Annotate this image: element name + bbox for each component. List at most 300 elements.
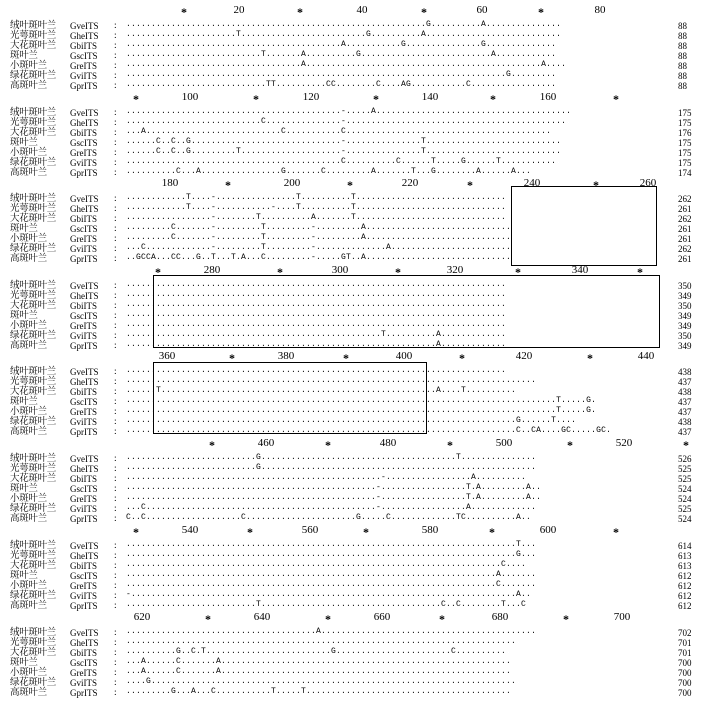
species-its-code: GheITS [70,204,99,214]
sequence-text: .............................................................................. [126,637,517,646]
sequence-text: ......C..C..G..............................-...............T........................... [126,137,562,146]
separator-colon: : [114,474,117,484]
sequence-row [0,601,703,611]
species-chinese-name: 绿花斑叶兰 [10,678,57,688]
sequence-length: 701 [678,648,692,658]
species-its-code: GbiITS [70,41,97,51]
species-its-code: GscITS [70,224,98,234]
ruler-position-label: 320 [446,264,464,276]
species-its-code: GveITS [70,367,99,377]
separator-colon: : [114,678,117,688]
sequence-text: ...........................T.......A..........G..........................A............ [126,50,557,59]
species-its-code: GscITS [70,484,98,494]
separator-colon: : [114,464,117,474]
ruler-position-label: 700 [613,611,631,623]
sequence-text: ..........C...A................G.......C.........A.......T...G........A......A... [126,167,532,176]
species-chinese-name: 小斑叶兰 [10,61,47,71]
sequence-length: 175 [678,138,692,148]
ruler-star: * [593,178,599,192]
sequence-length: 174 [678,168,692,178]
separator-colon: : [114,204,117,214]
species-its-code: GveITS [70,454,99,464]
separator-colon: : [114,214,117,224]
ruler-star: * [489,525,495,539]
sequence-length: 437 [678,397,692,407]
species-chinese-name: 斑叶兰 [10,311,38,321]
separator-colon: : [114,331,117,341]
separator-colon: : [114,427,117,437]
sequence-length: 262 [678,214,692,224]
sequence-length: 88 [678,41,687,51]
sequence-length: 175 [678,118,692,128]
species-chinese-name: 绒叶斑叶兰 [10,21,57,31]
sequence-length: 614 [678,541,692,551]
species-chinese-name: 小斑叶兰 [10,668,47,678]
separator-colon: : [114,504,117,514]
sequence-text: ......C..C..G.........T....................-...............T........................... [126,147,562,156]
species-its-code: GbiITS [70,214,97,224]
ruler-star: * [343,351,349,365]
species-its-code: GveITS [70,21,99,31]
ruler-star: * [613,92,619,106]
separator-colon: : [114,234,117,244]
ruler-position-label: 540 [181,524,199,536]
separator-colon: : [114,244,117,254]
ruler-star: * [181,5,187,19]
species-chinese-name: 光萼斑叶兰 [10,31,57,41]
sequence-length: 350 [678,281,692,291]
species-chinese-name: 小斑叶兰 [10,581,47,591]
species-chinese-name: 大花斑叶兰 [10,41,57,51]
ruler-position-label: 180 [161,177,179,189]
separator-colon: : [114,561,117,571]
sequence-text: ...A......C.......A.......................................................... [126,657,512,666]
separator-colon: : [114,377,117,387]
ruler-position-label: 200 [283,177,301,189]
sequence-text: ............................................................................ [126,290,507,299]
sequence-length: 700 [678,668,692,678]
ruler-star: * [637,265,643,279]
sequence-text: ..........................................................................A....... [126,570,537,579]
species-its-code: GbiITS [70,301,97,311]
species-its-code: GreITS [70,494,97,504]
sequence-text: ...........................C...............-............................................ [126,117,567,126]
ruler-position-label: 120 [302,91,320,103]
species-its-code: GscITS [70,397,98,407]
ruler-position-label: 660 [373,611,391,623]
sequence-length: 88 [678,71,687,81]
ruler-star: * [515,265,521,279]
sequence-text: ..................................................-.................T.A.........A.. [126,493,542,502]
alignment-block [0,611,703,698]
sequence-text: ...C..............................................-.................A............. [126,503,537,512]
species-chinese-name: 斑叶兰 [10,484,38,494]
separator-colon: : [114,21,117,31]
species-its-code: GheITS [70,551,99,561]
separator-colon: : [114,387,117,397]
species-chinese-name: 大花斑叶兰 [10,561,57,571]
species-chinese-name: 高斑叶兰 [10,254,47,264]
species-its-code: GviITS [70,244,97,254]
ruler-position-label: 160 [539,91,557,103]
species-its-code: GreITS [70,234,97,244]
ruler-star: * [347,178,353,192]
sequence-text: ...................................................T..........A............. [126,330,507,339]
species-its-code: GprITS [70,688,98,698]
separator-colon: : [114,454,117,464]
sequence-text: ............................................................G..........A............... [126,20,562,29]
species-its-code: GreITS [70,61,97,71]
sequence-text: ............................................................................ [126,280,507,289]
separator-colon: : [114,591,117,601]
separator-colon: : [114,118,117,128]
species-chinese-name: 高斑叶兰 [10,601,47,611]
species-its-code: GheITS [70,291,99,301]
species-chinese-name: 高斑叶兰 [10,688,47,698]
species-its-code: GscITS [70,311,98,321]
species-its-code: GprITS [70,601,98,611]
ruler-star: * [439,612,445,626]
ruler-position-label: 640 [253,611,271,623]
species-its-code: GheITS [70,638,99,648]
separator-colon: : [114,417,117,427]
sequence-length: 349 [678,341,692,351]
sequence-length: 349 [678,321,692,331]
species-chinese-name: 小斑叶兰 [10,234,47,244]
sequence-text: ...C.............-.........T.........-..............A........................ [126,243,512,252]
sequence-text: ..........G..C.T.........................G.......................C.......... [126,647,507,656]
sequence-text: .................................................................................. [126,376,537,385]
sequence-length: 176 [678,128,692,138]
species-chinese-name: 绿花斑叶兰 [10,591,57,601]
sequence-text: ............................................................................ [126,320,507,329]
ruler-star: * [229,351,235,365]
sequence-text: ...........................................A...........G...............G.............. [126,40,557,49]
species-chinese-name: 绒叶斑叶兰 [10,281,57,291]
sequence-length: 612 [678,571,692,581]
species-chinese-name: 绒叶斑叶兰 [10,628,57,638]
sequence-length: 261 [678,204,692,214]
ruler-position-label: 140 [421,91,439,103]
sequence-text: ..................................................-.................T.A.........A.. [126,483,542,492]
separator-colon: : [114,541,117,551]
species-chinese-name: 光萼斑叶兰 [10,638,57,648]
species-its-code: GheITS [70,31,99,41]
separator-colon: : [114,71,117,81]
species-its-code: GveITS [70,541,99,551]
ruler-star: * [490,92,496,106]
species-chinese-name: 小斑叶兰 [10,321,47,331]
ruler-position-label: 520 [615,437,633,449]
sequence-length: 613 [678,551,692,561]
species-chinese-name: 绿花斑叶兰 [10,417,57,427]
sequence-text: ......................................................................................T.....G. [126,406,597,415]
ruler-star: * [421,5,427,19]
species-chinese-name: 大花斑叶兰 [10,301,57,311]
species-its-code: GprITS [70,168,98,178]
sequence-length: 612 [678,601,692,611]
sequence-length: 525 [678,474,692,484]
sequence-text: ............T....-...........-....T..........T.............................. [126,203,507,212]
separator-colon: : [114,148,117,158]
ruler-position-label: 300 [331,264,349,276]
sequence-row [0,81,703,91]
ruler-position-label: 40 [356,4,368,16]
sequence-text: ..........................G....................................................... [126,463,537,472]
species-its-code: GreITS [70,407,97,417]
sequence-length: 526 [678,454,692,464]
ruler-position-label: 560 [301,524,319,536]
separator-colon: : [114,571,117,581]
species-its-code: GviITS [70,158,97,168]
sequence-length: 437 [678,427,692,437]
species-its-code: GbiITS [70,561,97,571]
sequence-text: ............................................................................ [126,366,507,375]
separator-colon: : [114,494,117,504]
separator-colon: : [114,81,117,91]
sequence-text: ............T....-................T..........T.............................. [126,193,507,202]
sequence-text: ...................................A...............................................A.... [126,60,567,69]
sequence-length: 437 [678,407,692,417]
sequence-length: 524 [678,514,692,524]
alignment-block [0,4,703,91]
sequence-length: 525 [678,464,692,474]
ruler-position-label: 600 [539,524,557,536]
sequence-length: 88 [678,31,687,41]
species-its-code: GveITS [70,108,99,118]
ruler-star: * [225,178,231,192]
species-chinese-name: 小斑叶兰 [10,407,47,417]
ruler-position-label: 500 [495,437,513,449]
sequence-length: 175 [678,108,692,118]
sequence-length: 438 [678,417,692,427]
separator-colon: : [114,581,117,591]
species-chinese-name: 大花斑叶兰 [10,387,57,397]
sequence-text: ..........................G.......................................T............... [126,453,537,462]
sequence-length: 88 [678,51,687,61]
ruler-star: * [613,525,619,539]
sequence-length: 524 [678,484,692,494]
species-its-code: GveITS [70,281,99,291]
sequence-length: 612 [678,581,692,591]
separator-colon: : [114,108,117,118]
sequence-text: ......................................A........................................... [126,627,537,636]
alignment-block [0,91,703,178]
sequence-text: ..............................................................................T... [126,540,537,549]
sequence-length: 612 [678,591,692,601]
separator-colon: : [114,168,117,178]
species-its-code: GviITS [70,591,97,601]
species-chinese-name: 高斑叶兰 [10,168,47,178]
species-chinese-name: 光萼斑叶兰 [10,291,57,301]
sequence-text: .........C.......-.........T.........-.........A............................. [126,223,512,232]
highlight-box [511,186,657,266]
position-ruler [0,4,703,18]
sequence-length: 613 [678,561,692,571]
sequence-text: ..GCCA...CC...G..T...T.A...C.........-.....GT..A............................. [126,253,512,262]
species-chinese-name: 绿花斑叶兰 [10,331,57,341]
separator-colon: : [114,194,117,204]
separator-colon: : [114,311,117,321]
sequence-length: 261 [678,234,692,244]
sequence-length: 262 [678,244,692,254]
separator-colon: : [114,128,117,138]
species-chinese-name: 高斑叶兰 [10,427,47,437]
separator-colon: : [114,688,117,698]
sequence-text: ..........................T....................................C..C........T...C [126,600,527,609]
separator-colon: : [114,397,117,407]
sequence-text: ............................TT..........CC........C....AG...........C................. [126,80,557,89]
species-chinese-name: 大花斑叶兰 [10,474,57,484]
sequence-text: ......................................................................................T.....G. [126,396,597,405]
species-its-code: GprITS [70,81,98,91]
ruler-star: * [467,178,473,192]
ruler-star: * [373,92,379,106]
species-chinese-name: 绿花斑叶兰 [10,158,57,168]
ruler-position-label: 260 [639,177,657,189]
separator-colon: : [114,281,117,291]
species-its-code: GveITS [70,628,99,638]
ruler-position-label: 240 [523,177,541,189]
species-chinese-name: 光萼斑叶兰 [10,551,57,561]
sequence-text: -.............................................................................A.. [126,590,532,599]
sequence-length: 702 [678,628,692,638]
sequence-length: 175 [678,148,692,158]
species-chinese-name: 绿花斑叶兰 [10,71,57,81]
ruler-position-label: 420 [515,350,533,362]
position-ruler [0,437,703,451]
ruler-position-label: 440 [637,350,655,362]
sequence-length: 700 [678,678,692,688]
species-chinese-name: 绿花斑叶兰 [10,504,57,514]
species-its-code: GheITS [70,377,99,387]
sequence-length: 350 [678,301,692,311]
ruler-star: * [325,612,331,626]
sequence-length: 524 [678,494,692,504]
species-chinese-name: 绒叶斑叶兰 [10,108,57,118]
position-ruler [0,524,703,538]
separator-colon: : [114,51,117,61]
ruler-star: * [133,525,139,539]
species-its-code: GprITS [70,514,98,524]
sequence-length: 88 [678,81,687,91]
sequence-text: .........G...A...C...........T.....T......................................... [126,687,512,696]
sequence-text: ...................................................-.................A.......... [126,473,527,482]
species-chinese-name: 斑叶兰 [10,658,38,668]
species-chinese-name: 绒叶斑叶兰 [10,454,57,464]
alignment-block [0,437,703,524]
ruler-position-label: 220 [401,177,419,189]
sequence-length: 700 [678,658,692,668]
species-its-code: GbiITS [70,648,97,658]
separator-colon: : [114,367,117,377]
separator-colon: : [114,668,117,678]
species-chinese-name: 光萼斑叶兰 [10,118,57,128]
ruler-star: * [587,351,593,365]
species-its-code: GbiITS [70,128,97,138]
sequence-length: 700 [678,688,692,698]
sequence-text: ...........................................-.....A....................................... [126,107,572,116]
sequence-text: .................-........T..........A.......T.............................. [126,213,507,222]
sequence-text: ............................................................................G......... [126,70,557,79]
sequence-length: 349 [678,291,692,301]
separator-colon: : [114,484,117,494]
species-its-code: GscITS [70,571,98,581]
sequence-length: 262 [678,194,692,204]
species-chinese-name: 斑叶兰 [10,224,38,234]
species-its-code: GveITS [70,194,99,204]
species-its-code: GviITS [70,331,97,341]
sequence-length: 350 [678,331,692,341]
species-chinese-name: 绿花斑叶兰 [10,244,57,254]
sequence-length: 175 [678,158,692,168]
ruler-star: * [538,5,544,19]
ruler-star: * [133,92,139,106]
species-chinese-name: 绒叶斑叶兰 [10,367,57,377]
sequence-length: 88 [678,61,687,71]
ruler-star: * [325,438,331,452]
species-chinese-name: 光萼斑叶兰 [10,464,57,474]
sequence-length: 525 [678,504,692,514]
sequence-length: 349 [678,311,692,321]
sequence-text: ...........................................................................C.... [126,560,527,569]
species-its-code: GbiITS [70,474,97,484]
ruler-star: * [563,612,569,626]
sequence-text: ......................T.........................G..........A........................... [126,30,562,39]
species-chinese-name: 斑叶兰 [10,138,38,148]
sequence-text: ..............................................................................G......T.... [126,416,577,425]
species-its-code: GheITS [70,118,99,128]
separator-colon: : [114,224,117,234]
separator-colon: : [114,628,117,638]
ruler-position-label: 620 [133,611,151,623]
sequence-row [0,514,703,524]
sequence-length: 437 [678,377,692,387]
sequence-text: ............................................................................ [126,300,507,309]
sequence-text: ..........................................................................C....... [126,580,537,589]
species-chinese-name: 斑叶兰 [10,51,38,61]
position-ruler [0,611,703,625]
sequence-length: 261 [678,254,692,264]
ruler-position-label: 680 [491,611,509,623]
species-chinese-name: 绒叶斑叶兰 [10,541,57,551]
separator-colon: : [114,41,117,51]
sequence-text: ...A...........................C...........C......................................... [126,127,552,136]
species-its-code: GprITS [70,254,98,264]
species-chinese-name: 小斑叶兰 [10,494,47,504]
species-its-code: GviITS [70,71,97,81]
species-chinese-name: 绒叶斑叶兰 [10,194,57,204]
separator-colon: : [114,301,117,311]
sequence-text: ...........................................C..........C......T.....G......T........... [126,157,557,166]
species-chinese-name: 高斑叶兰 [10,341,47,351]
ruler-star: * [447,438,453,452]
species-its-code: GreITS [70,148,97,158]
sequence-text: ....G......................................................................... [126,677,517,686]
ruler-position-label: 340 [571,264,589,276]
separator-colon: : [114,254,117,264]
ruler-star: * [459,351,465,365]
species-chinese-name: 高斑叶兰 [10,81,47,91]
species-its-code: GviITS [70,417,97,427]
species-its-code: GprITS [70,427,98,437]
species-chinese-name: 高斑叶兰 [10,514,47,524]
species-chinese-name: 大花斑叶兰 [10,214,57,224]
ruler-position-label: 280 [203,264,221,276]
separator-colon: : [114,638,117,648]
sequence-length: 88 [678,21,687,31]
ruler-star: * [363,525,369,539]
